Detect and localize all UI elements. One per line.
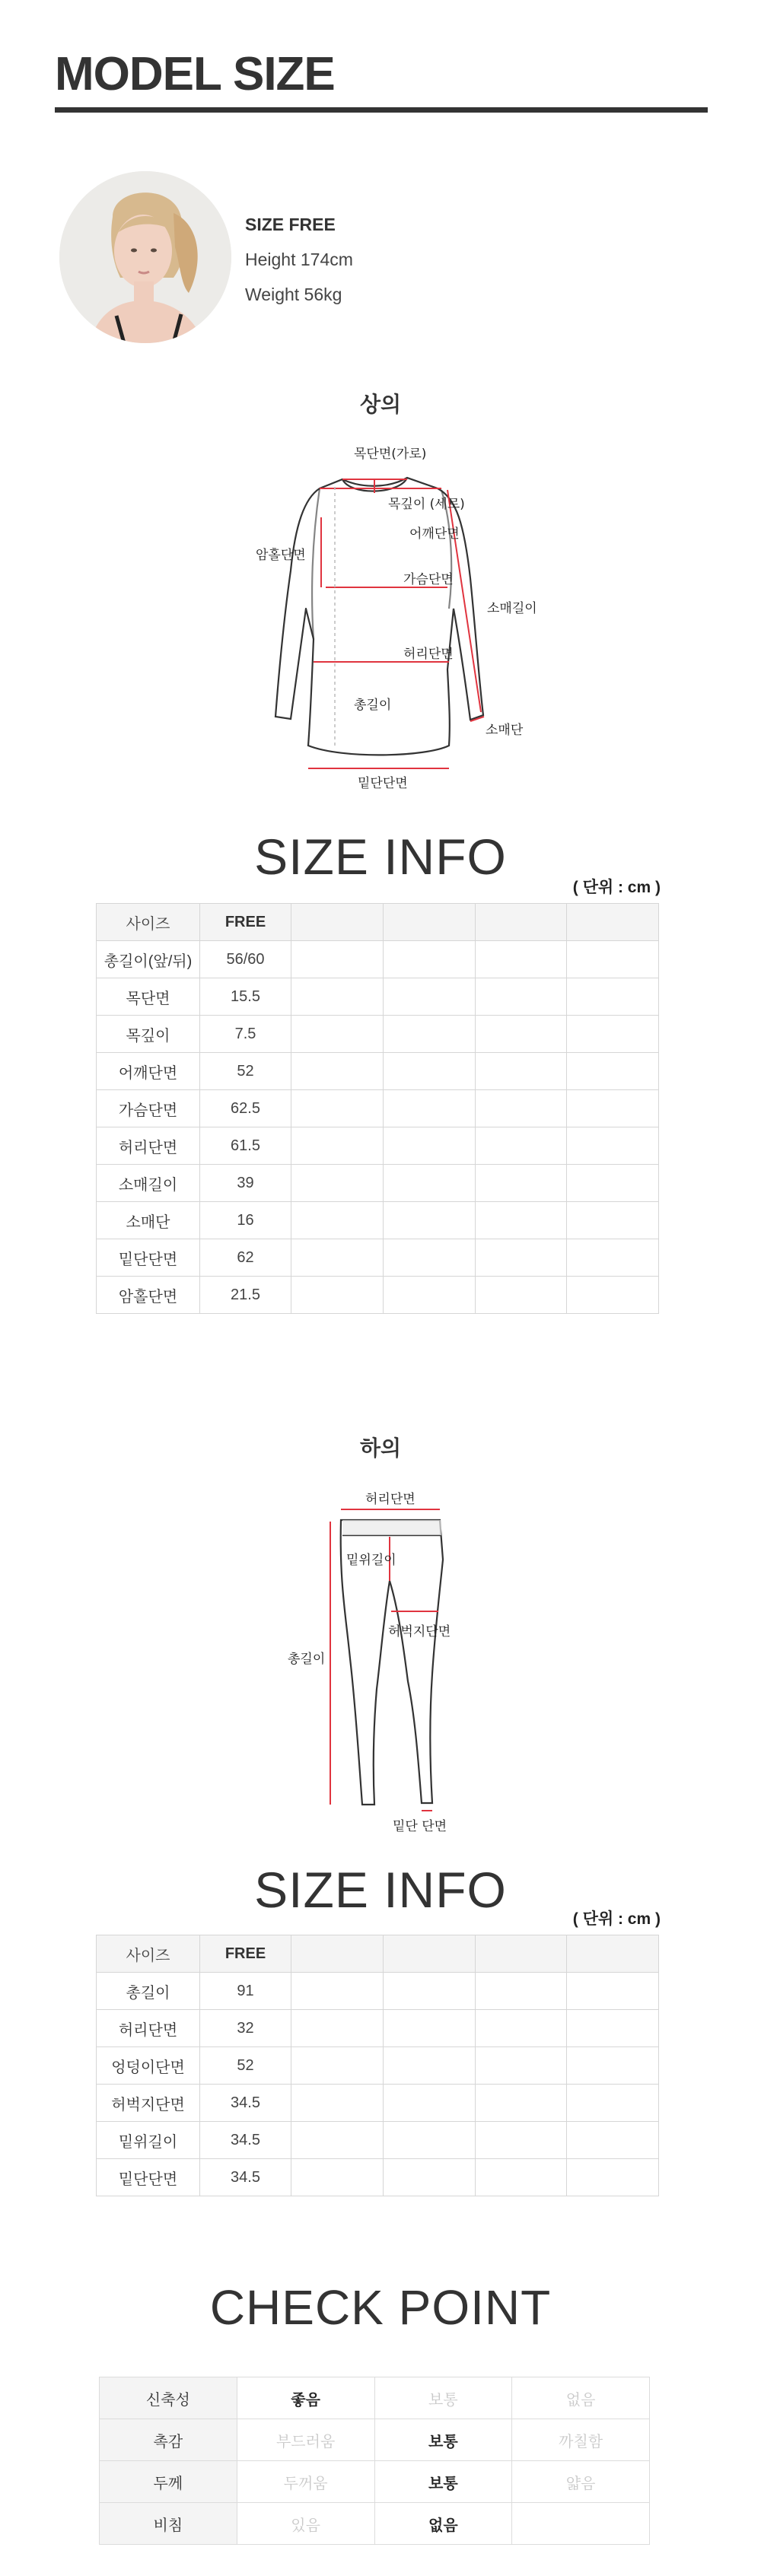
empty-cell <box>383 1239 475 1277</box>
empty-cell <box>567 1239 659 1277</box>
empty-cell <box>567 1973 659 2010</box>
table-row <box>97 2122 659 2159</box>
empty-cell <box>475 1973 567 2010</box>
empty-cell <box>291 1973 384 2010</box>
measure-name-cell: 암홀단면 <box>97 1277 200 1314</box>
check-option: 얇음 <box>512 2461 650 2503</box>
top-section-label: 상의 <box>359 393 402 416</box>
label-sleeve-length: 소매길이 <box>487 601 537 616</box>
empty-cell <box>475 1053 567 1090</box>
model-photo <box>59 171 231 343</box>
table-row <box>97 1165 659 1202</box>
empty-cell <box>567 2085 659 2122</box>
bottom-measurement-diagram <box>274 1491 502 1841</box>
empty-cell <box>291 1239 384 1277</box>
empty-cell <box>475 1202 567 1239</box>
check-point-label: 신축성 <box>100 2377 237 2419</box>
empty-cell <box>475 941 567 978</box>
top-measurement-diagram <box>228 434 548 791</box>
empty-cell <box>291 941 384 978</box>
empty-cell <box>291 978 384 1016</box>
empty-cell <box>475 2122 567 2159</box>
measure-name-cell: 가슴단면 <box>97 1090 200 1127</box>
model-info <box>245 207 353 312</box>
measure-name-cell: 소매길이 <box>97 1165 200 1202</box>
measure-value-cell: 62 <box>200 1239 291 1277</box>
label-neck-depth: 목깊이 (세로) <box>388 497 465 512</box>
table-row <box>97 1239 659 1277</box>
table-row <box>97 1053 659 1090</box>
empty-cell <box>383 1277 475 1314</box>
empty-cell <box>383 1053 475 1090</box>
check-option <box>512 2503 650 2545</box>
empty-cell <box>567 978 659 1016</box>
empty-cell <box>383 2159 475 2196</box>
bottom-size-info-title: SIZE INFO <box>254 1862 507 1918</box>
empty-cell <box>291 2010 384 2047</box>
top-size-info-title: SIZE INFO <box>254 828 507 885</box>
table-row <box>97 2085 659 2122</box>
measure-value-cell: 34.5 <box>200 2159 291 2196</box>
label-shoulder: 어깨단면 <box>409 526 460 542</box>
measure-name-cell: 총길이(앞/뒤) <box>97 941 200 978</box>
empty-cell <box>567 2010 659 2047</box>
label-pants-total-length: 총길이 <box>288 1652 326 1667</box>
model-size-title: MODEL SIZE <box>55 48 335 100</box>
top-size-table <box>96 903 659 1314</box>
check-option: 보통 <box>374 2377 512 2419</box>
empty-cell <box>567 2047 659 2085</box>
empty-header-cell <box>291 1935 384 1973</box>
check-point-title: CHECK POINT <box>209 2280 552 2335</box>
model-size-label: SIZE FREE <box>245 215 336 234</box>
empty-cell <box>291 1053 384 1090</box>
empty-cell <box>567 2159 659 2196</box>
table-row <box>97 2010 659 2047</box>
empty-cell <box>475 1277 567 1314</box>
empty-header-cell <box>383 1935 475 1973</box>
empty-cell <box>383 1973 475 2010</box>
check-option: 부드러움 <box>237 2419 374 2461</box>
measure-value-cell: 34.5 <box>200 2122 291 2159</box>
empty-header-cell <box>475 1935 567 1973</box>
bottom-size-table <box>96 1935 659 2196</box>
check-option-selected: 보통 <box>374 2419 512 2461</box>
measure-value-cell: 15.5 <box>200 978 291 1016</box>
waistband <box>342 1520 441 1535</box>
empty-cell <box>291 1165 384 1202</box>
label-hem: 밑단단면 <box>358 776 408 791</box>
empty-cell <box>383 2122 475 2159</box>
table-header-row <box>97 1935 659 1973</box>
empty-cell <box>383 2010 475 2047</box>
measure-name-cell: 허리단면 <box>97 2010 200 2047</box>
empty-cell <box>383 1016 475 1053</box>
measure-name-cell: 목깊이 <box>97 1016 200 1053</box>
table-header-row <box>97 904 659 941</box>
model-portrait-image <box>59 171 231 343</box>
measure-name-cell: 밑단단면 <box>97 2159 200 2196</box>
empty-header-cell <box>475 904 567 941</box>
measure-value-cell: 16 <box>200 1202 291 1239</box>
check-option: 있음 <box>237 2503 374 2545</box>
empty-cell <box>291 1202 384 1239</box>
top-unit-label: ( 단위 : cm ) <box>572 879 661 896</box>
check-point-row <box>100 2503 650 2545</box>
measure-value-cell: 32 <box>200 2010 291 2047</box>
check-point-row <box>100 2377 650 2419</box>
empty-cell <box>475 978 567 1016</box>
measure-value-cell: 61.5 <box>200 1127 291 1165</box>
empty-cell <box>291 1277 384 1314</box>
empty-cell <box>475 1165 567 1202</box>
empty-cell <box>291 1016 384 1053</box>
measure-name-cell: 밑단단면 <box>97 1239 200 1277</box>
label-chest: 가슴단면 <box>403 572 454 587</box>
table-row <box>97 1202 659 1239</box>
measure-name-cell: 허벅지단면 <box>97 2085 200 2122</box>
empty-cell <box>567 1090 659 1127</box>
table-row <box>97 1016 659 1053</box>
empty-cell <box>475 2085 567 2122</box>
empty-cell <box>291 2085 384 2122</box>
check-point-row <box>100 2419 650 2461</box>
label-pants-thigh: 허벅지단면 <box>388 1624 451 1639</box>
label-armhole: 암홀단면 <box>256 548 306 563</box>
empty-cell <box>383 1127 475 1165</box>
empty-cell <box>291 2122 384 2159</box>
empty-cell <box>475 1239 567 1277</box>
empty-cell <box>383 978 475 1016</box>
measure-name-cell: 어깨단면 <box>97 1053 200 1090</box>
bottom-unit-label: ( 단위 : cm ) <box>572 1910 661 1928</box>
table-row <box>97 1090 659 1127</box>
empty-cell <box>567 1053 659 1090</box>
bottom-section-label: 하의 <box>359 1436 402 1460</box>
label-pants-hem: 밑단 단면 <box>393 1819 447 1834</box>
label-waist: 허리단면 <box>403 647 454 662</box>
measure-value-cell: 52 <box>200 2047 291 2085</box>
measure-name-cell: 엉덩이단면 <box>97 2047 200 2085</box>
check-point-label: 촉감 <box>100 2419 237 2461</box>
check-point-row <box>100 2461 650 2503</box>
measure-value-cell: 91 <box>200 1973 291 2010</box>
measure-name-cell: 소매단 <box>97 1202 200 1239</box>
check-option: 두꺼움 <box>237 2461 374 2503</box>
table-row <box>97 978 659 1016</box>
empty-cell <box>291 1127 384 1165</box>
check-point-label: 두께 <box>100 2461 237 2503</box>
measure-value-cell: 56/60 <box>200 941 291 978</box>
empty-cell <box>567 1127 659 1165</box>
empty-cell <box>291 2159 384 2196</box>
empty-cell <box>567 941 659 978</box>
measure-value-cell: 52 <box>200 1053 291 1090</box>
measure-name-cell: 허리단면 <box>97 1127 200 1165</box>
empty-cell <box>383 2085 475 2122</box>
label-total-length: 총길이 <box>354 698 392 713</box>
empty-cell <box>383 2047 475 2085</box>
table-row <box>97 2047 659 2085</box>
empty-header-cell <box>567 904 659 941</box>
label-pants-rise: 밑위길이 <box>346 1553 396 1568</box>
empty-cell <box>383 1202 475 1239</box>
empty-header-cell <box>383 904 475 941</box>
empty-cell <box>475 1016 567 1053</box>
empty-header-cell <box>291 904 384 941</box>
empty-cell <box>383 1090 475 1127</box>
table-row <box>97 1973 659 2010</box>
empty-cell <box>475 1127 567 1165</box>
empty-cell <box>567 1016 659 1053</box>
header-free-label: FREE <box>200 1935 291 1973</box>
empty-cell <box>567 1165 659 1202</box>
label-cuff: 소매단 <box>486 723 524 738</box>
measure-value-cell: 34.5 <box>200 2085 291 2122</box>
header-size-label: 사이즈 <box>97 1935 200 1973</box>
model-weight: Weight 56kg <box>245 285 342 304</box>
check-option: 없음 <box>512 2377 650 2419</box>
check-option-selected: 좋음 <box>237 2377 374 2419</box>
check-option-selected: 없음 <box>374 2503 512 2545</box>
check-option: 까칠함 <box>512 2419 650 2461</box>
header-size-label: 사이즈 <box>97 904 200 941</box>
measure-name-cell: 밑위길이 <box>97 2122 200 2159</box>
measure-value-cell: 7.5 <box>200 1016 291 1053</box>
table-row <box>97 1127 659 1165</box>
empty-cell <box>383 1165 475 1202</box>
label-pants-waist: 허리단면 <box>365 1492 416 1507</box>
header-free-label: FREE <box>200 904 291 941</box>
measure-value-cell: 62.5 <box>200 1090 291 1127</box>
check-point-label: 비침 <box>100 2503 237 2545</box>
table-row <box>97 1277 659 1314</box>
empty-cell <box>567 1277 659 1314</box>
empty-cell <box>567 1202 659 1239</box>
empty-cell <box>383 941 475 978</box>
empty-cell <box>291 2047 384 2085</box>
title-divider <box>55 107 708 113</box>
table-row <box>97 2159 659 2196</box>
empty-cell <box>567 2122 659 2159</box>
empty-cell <box>475 1090 567 1127</box>
empty-cell <box>475 2047 567 2085</box>
measure-value-cell: 21.5 <box>200 1277 291 1314</box>
measure-value-cell: 39 <box>200 1165 291 1202</box>
empty-header-cell <box>567 1935 659 1973</box>
check-option-selected: 보통 <box>374 2461 512 2503</box>
empty-cell <box>475 2159 567 2196</box>
empty-cell <box>291 1090 384 1127</box>
measure-name-cell: 목단면 <box>97 978 200 1016</box>
check-point-table <box>99 2377 650 2545</box>
model-height: Height 174cm <box>245 250 353 269</box>
table-row <box>97 941 659 978</box>
measure-name-cell: 총길이 <box>97 1973 200 2010</box>
label-neck-width: 목단면(가로) <box>354 447 427 462</box>
empty-cell <box>475 2010 567 2047</box>
